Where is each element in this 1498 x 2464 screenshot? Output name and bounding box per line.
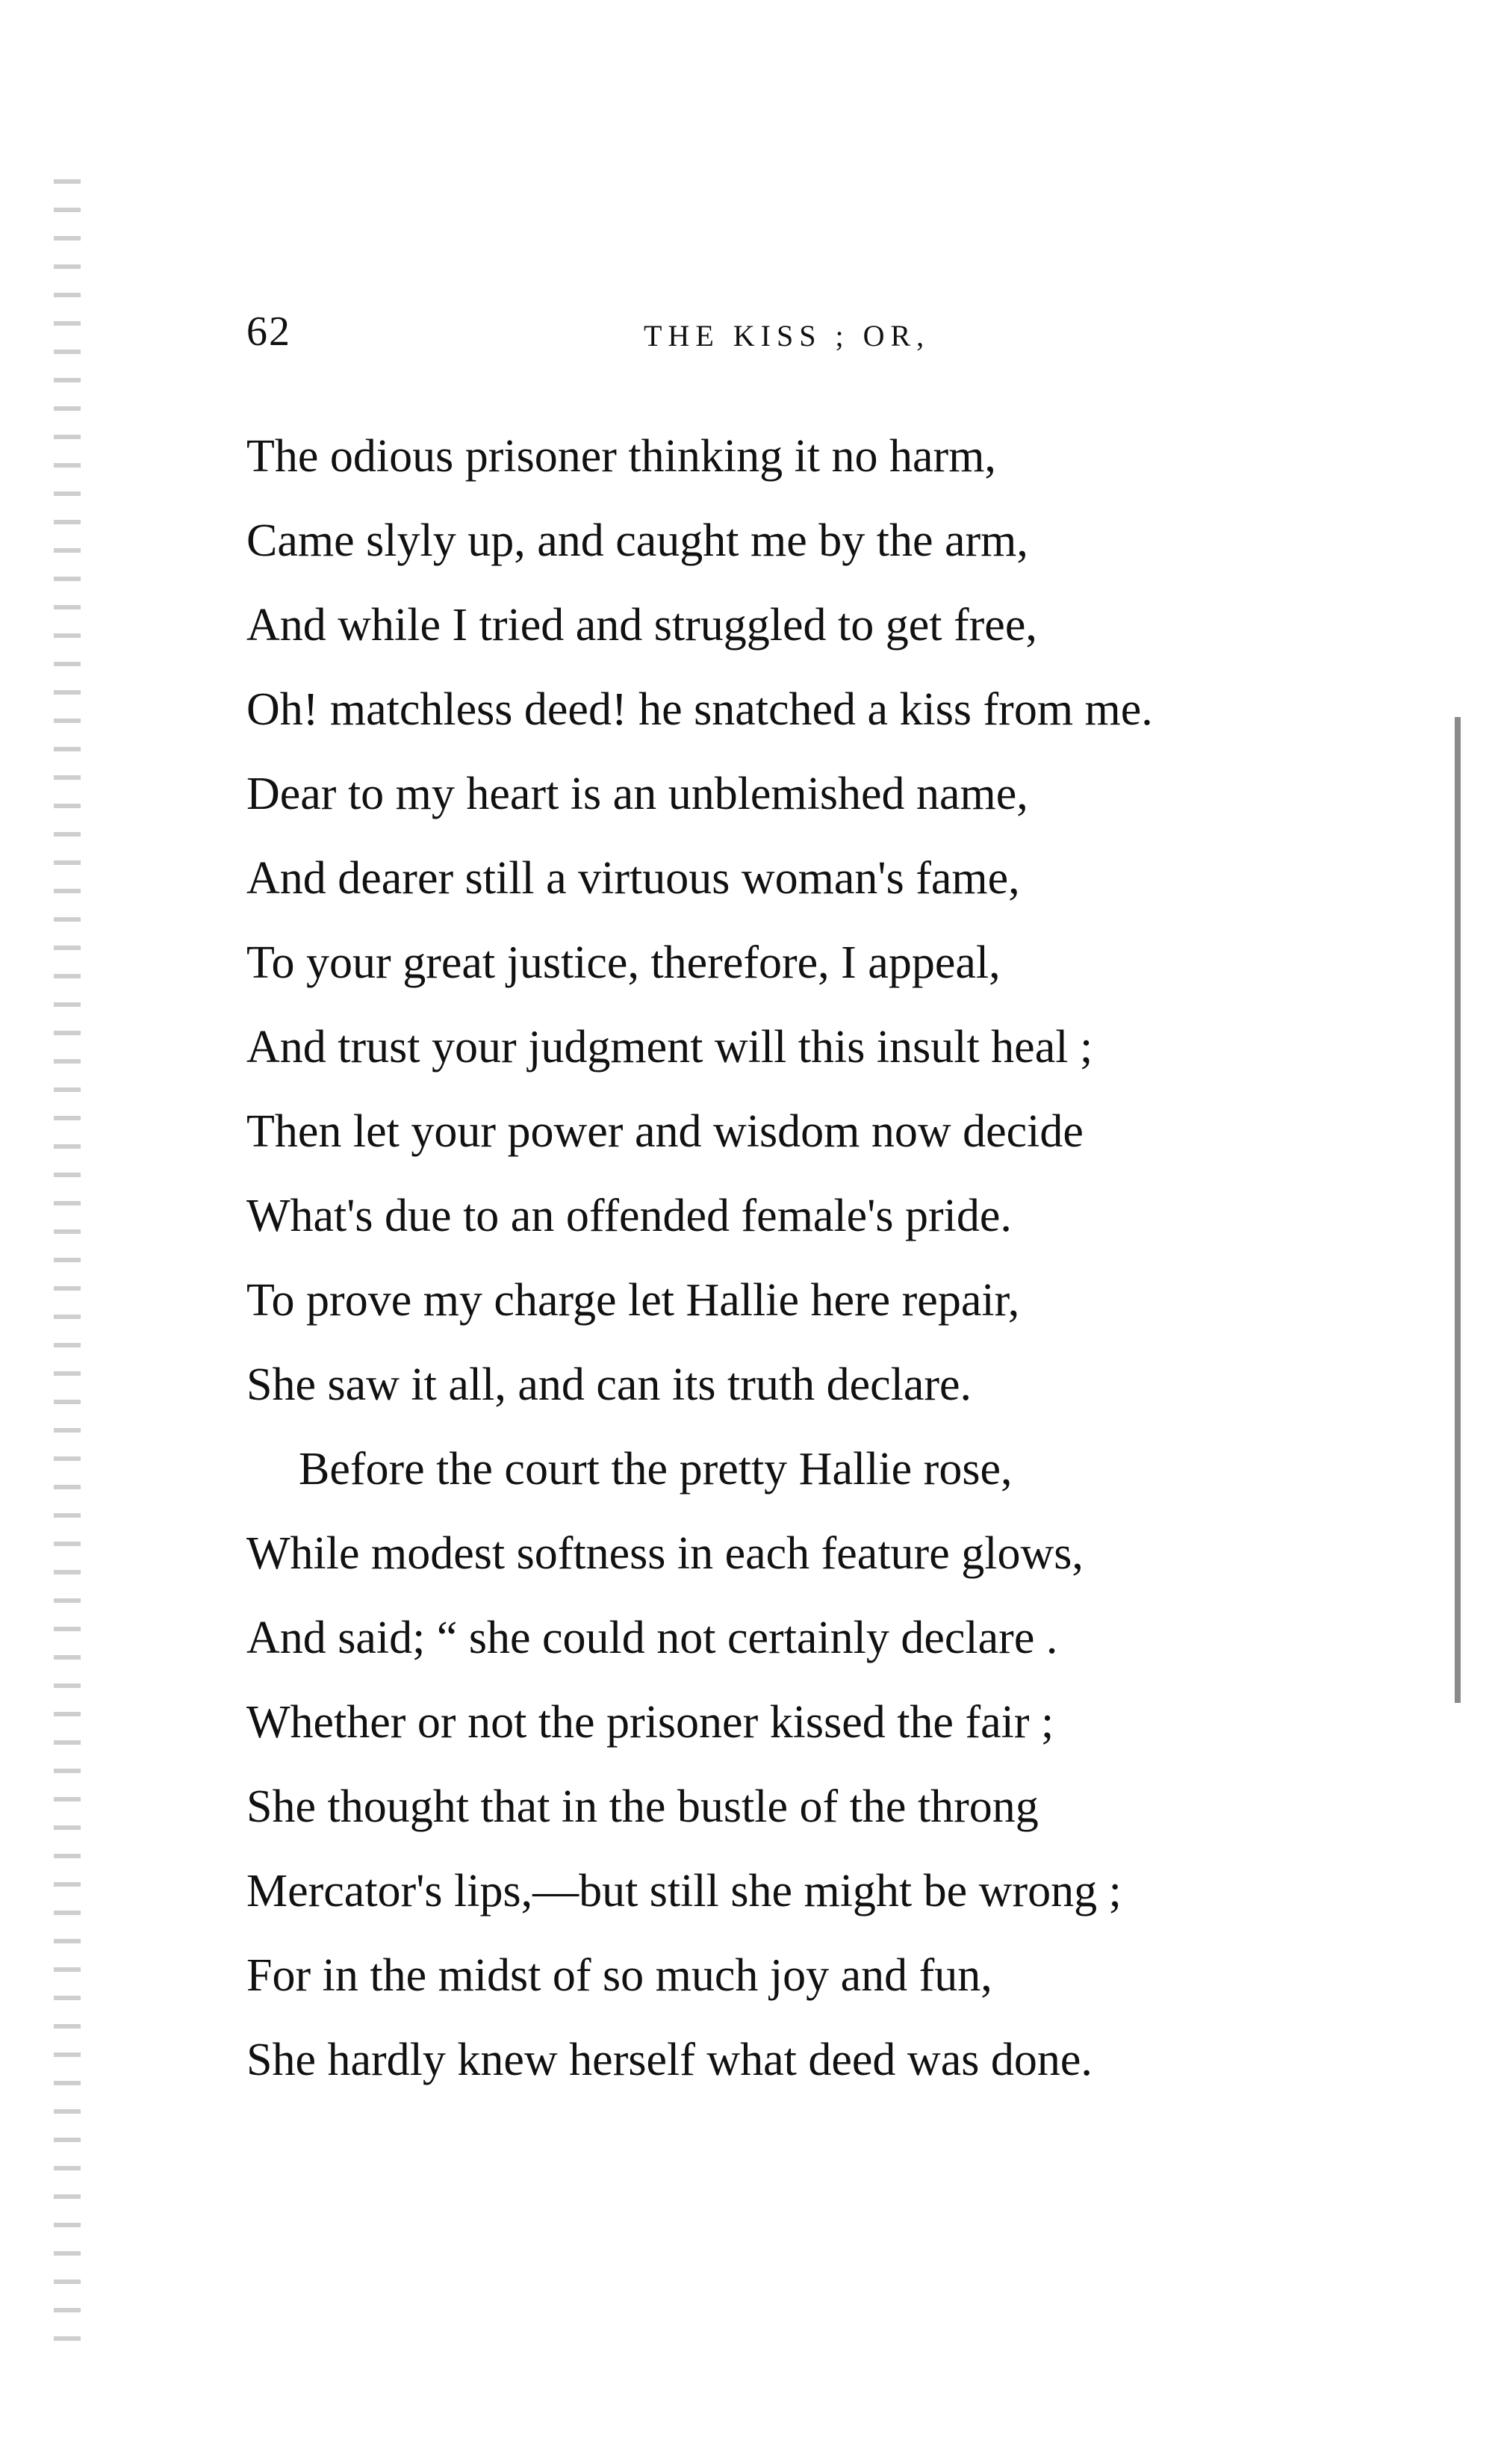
verse-line: Whether or not the prisoner kissed the fair ; — [246, 1697, 1054, 1748]
verse-line: She saw it all, and can its truth declare. — [246, 1359, 972, 1410]
verse-line: She thought that in the bustle of the throng — [246, 1781, 1039, 1832]
verse-line: And dearer still a virtuous woman's fame, — [246, 853, 1020, 904]
verse-line: And trust your judgment will this insult heal ; — [246, 1022, 1093, 1073]
verse-line: The odious prisoner thinking it no harm, — [246, 431, 996, 482]
verse-line: Mercator's lips,—but still she might be wrong ; — [246, 1866, 1122, 1917]
verse-line: To your great justice, therefore, I appeal, — [246, 937, 1001, 988]
scan-edge-left — [54, 179, 81, 2345]
verse-line-indented: Before the court the pretty Hallie rose, — [299, 1444, 1013, 1495]
verse-line: Dear to my heart is an unblemished name, — [246, 769, 1028, 819]
scan-edge-right — [1455, 717, 1461, 1703]
verse-line: Came slyly up, and caught me by the arm, — [246, 515, 1028, 566]
verse-line: For in the midst of so much joy and fun, — [246, 1950, 992, 2001]
verse-line: While modest softness in each feature glows, — [246, 1528, 1084, 1579]
verse-line: To prove my charge let Hallie here repair, — [246, 1275, 1020, 1326]
verse-line: And while I tried and struggled to get free, — [246, 600, 1037, 651]
verse-line: Then let your power and wisdom now decide — [246, 1106, 1084, 1157]
page-number: 62 — [246, 308, 291, 355]
running-title: THE KISS ; OR, — [644, 319, 930, 353]
verse-block — [246, 415, 1329, 2103]
verse-line: She hardly knew herself what deed was done. — [246, 2035, 1093, 2085]
verse-line: What's due to an offended female's pride. — [246, 1191, 1012, 1241]
page-header — [246, 308, 1292, 367]
verse-line: Oh! matchless deed! he snatched a kiss from me. — [246, 684, 1153, 735]
verse-line: And said; “ she could not certainly declare . — [246, 1613, 1058, 1663]
